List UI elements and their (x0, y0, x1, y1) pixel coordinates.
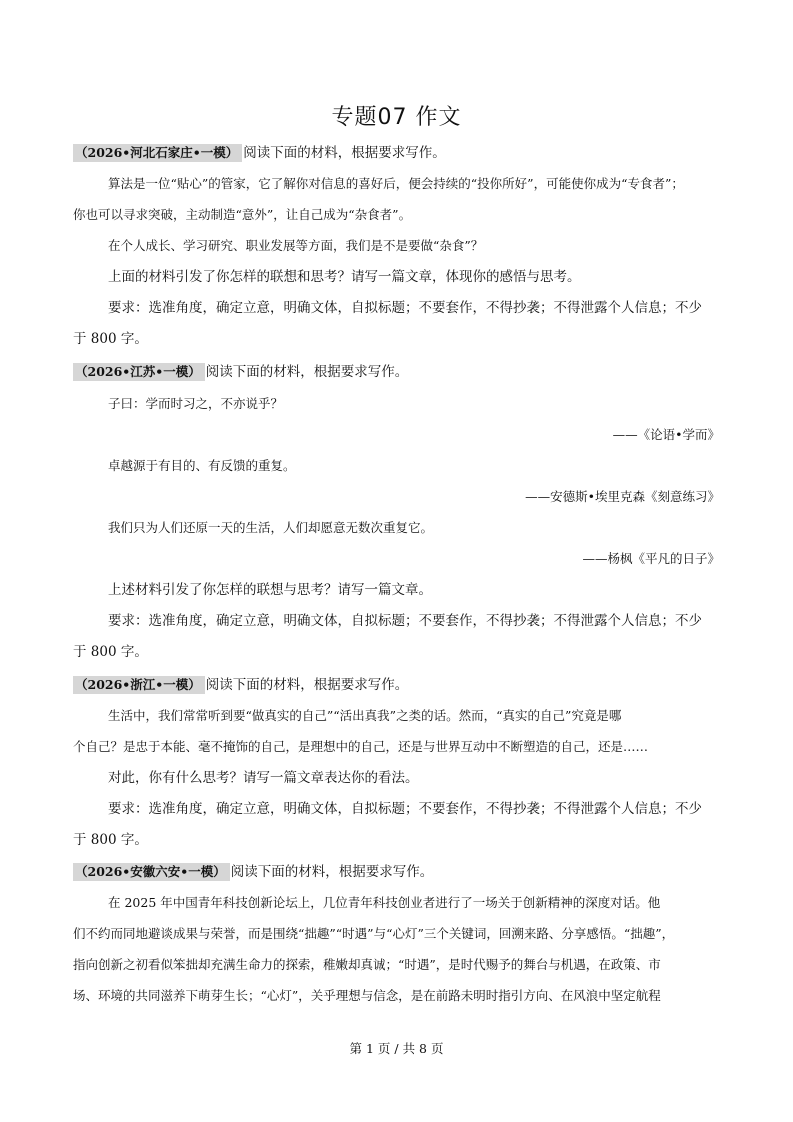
quote-line: 卓越源于有目的、有反馈的重复。 (108, 458, 296, 473)
section-header (73, 362, 723, 382)
page-footer: 第 1 页 / 共 8 页 (349, 1041, 444, 1056)
paragraph-line: 在个人成长、学习研究、职业发展等方面，我们是不是要做“杂食”？ (108, 238, 484, 253)
paragraph-line: 指向创新之初看似笨拙却充满生命力的探索，稚嫩却真诚；“时遇”，是时代赐予的舞台与机遇，在政策、市 (73, 957, 661, 972)
quote-source: ——安德斯•埃里克森《刻意练习》 (525, 489, 720, 504)
paragraph-line: 你也可以寻求突破，主动制造“意外”，让自己成为“杂食者”。 (73, 207, 412, 222)
paragraph-line: 上面的材料引发了你怎样的联想和思考？请写一篇文章，体现你的感悟与思考。 (108, 269, 581, 285)
paragraph-line: 算法是一位“贴心”的管家，它了解你对信息的喜好后，便会持续的“投你所好”，可能使你成为“专食者”； (108, 176, 684, 191)
page-title: 专题07 作文 (331, 105, 462, 130)
paragraph-line: 对此，你有什么思考？请写一篇文章表达你的看法。 (108, 770, 419, 786)
section-header (73, 675, 723, 695)
paragraph-line: 个自己？是忠于本能、毫不掩饰的自己，是理想中的自己，还是与世界互动中不断塑造的自己，还是…… (73, 739, 649, 754)
quote-source: ——杨枫《平凡的日子》 (582, 551, 720, 566)
paragraph-line: 生活中，我们常常听到要“做真实的自己”“活出真我”之类的话。然而，“真实的自己”究竟是哪 (108, 708, 622, 723)
source-tag: （2026•浙江•一模） (73, 676, 205, 694)
quote-line: 我们只为人们还原一天的生活，人们却愿意无数次重复它。 (108, 520, 434, 535)
source-tag: （2026•安徽六安•一模） (73, 863, 230, 881)
requirement-line: 要求：选准角度，确定立意，明确文体，自拟标题；不要套作，不得抄袭；不得泄露个人信息；不少 (108, 801, 702, 817)
quote-line: 子曰：学而时习之，不亦说乎？ (108, 396, 284, 411)
paragraph-line: 们不约而同地避谈成果与荣誉，而是围绕“拙趣”“时遇”与“心灯”三个关键词，回溯来路、分享感悟。“拙趣”， (73, 926, 675, 941)
requirement-line: 要求：选准角度，确定立意，明确文体，自拟标题；不要套作，不得抄袭；不得泄露个人信息；不少 (108, 300, 702, 316)
section-intro: 阅读下面的材料，根据要求写作。 (230, 864, 434, 880)
requirement-line: 于 800 字。 (73, 644, 148, 660)
paragraph-line: 在 2025 年中国青年科技创新论坛上，几位青年科技创业者进行了一场关于创新精神的深度对话。他 (108, 895, 661, 910)
section-header (73, 143, 723, 163)
source-tag: （2026•江苏•一模） (73, 363, 205, 381)
requirement-line: 于 800 字。 (73, 832, 148, 848)
section-header (73, 862, 723, 882)
section-intro: 阅读下面的材料，根据要求写作。 (205, 364, 409, 380)
quote-source: ——《论语•学而》 (612, 427, 720, 442)
section-intro: 阅读下面的材料，根据要求写作。 (243, 145, 446, 161)
section-intro: 阅读下面的材料，根据要求写作。 (205, 677, 409, 693)
paragraph-line: 场、环境的共同滋养下萌芽生长；“心灯”，关乎理想与信念，是在前路未明时指引方向、在风浪中坚定航程 (73, 988, 661, 1003)
paragraph-line: 上述材料引发了你怎样的联想与思考？请写一篇文章。 (108, 582, 432, 598)
requirement-line: 于 800 字。 (73, 331, 148, 347)
requirement-line: 要求：选准角度，确定立意，明确文体，自拟标题；不要套作，不得抄袭；不得泄露个人信息；不少 (108, 613, 702, 629)
source-tag: （2026•河北石家庄•一模） (73, 144, 242, 162)
